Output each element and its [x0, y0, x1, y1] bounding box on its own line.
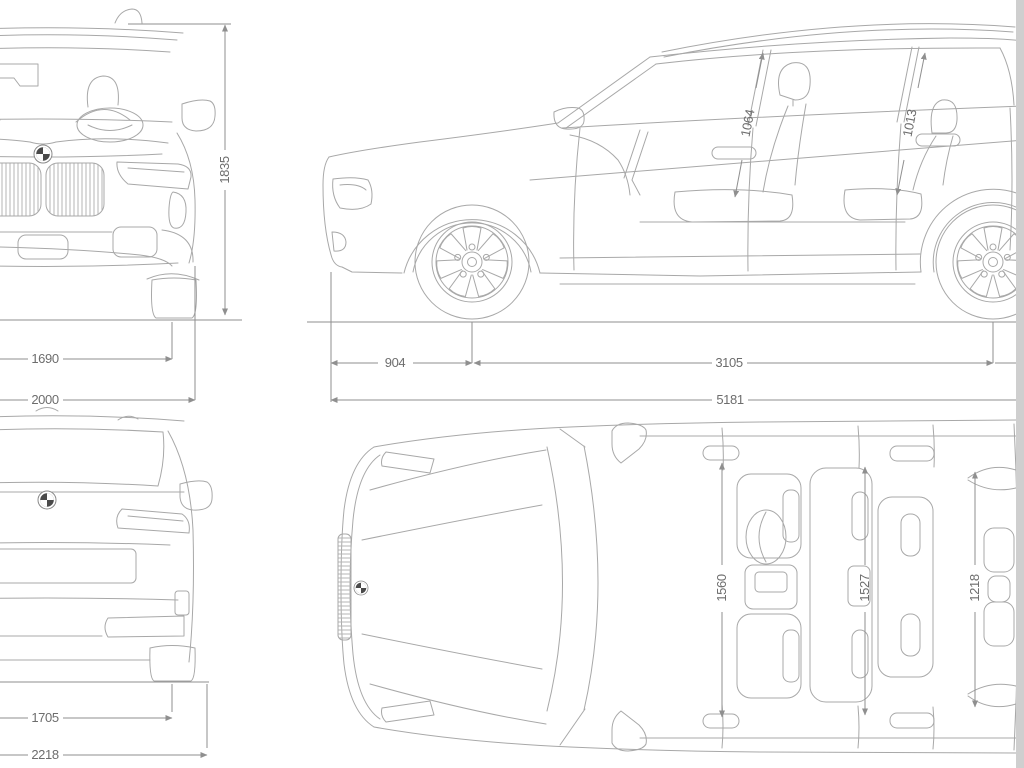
dim-label-front-headroom: 1064 [737, 108, 758, 138]
kidney-grille-right [46, 163, 104, 216]
front-wheel [415, 205, 529, 319]
dim-label-overall-length: 5181 [716, 392, 744, 407]
rear-seat-headrest [931, 100, 957, 133]
front-right-mirror [182, 100, 215, 131]
side-view-dimensions [307, 53, 1024, 407]
rear-license-recess [0, 549, 136, 583]
front-door-handle [712, 147, 756, 159]
bmw-roundel-icon [34, 145, 52, 163]
top-right-headlight [382, 701, 435, 722]
rear-view-body [0, 408, 212, 682]
dim-label-track-width: 1690 [31, 351, 59, 366]
kidney-grille-left [0, 163, 41, 216]
dim-label-overall-height: 1835 [217, 156, 232, 184]
steering-wheel [746, 510, 786, 564]
front-view-body [0, 9, 215, 318]
screen-edge-strip [1016, 0, 1024, 768]
passenger-seat [737, 614, 801, 698]
rear-view-drawing [0, 408, 212, 763]
top-left-mirror [612, 423, 646, 463]
top-view-drawing [338, 420, 1024, 753]
front-view-dimensions [0, 24, 242, 407]
dim-label-rear-headroom: 1013 [899, 108, 920, 138]
front-seat-headrest [779, 63, 811, 100]
top-right-mirror [612, 711, 646, 751]
top-left-headlight [382, 452, 435, 473]
dim-label-row2-width: 1527 [857, 574, 872, 602]
top-grille [338, 534, 351, 640]
front-right-wheel [152, 278, 197, 318]
side-view-drawing [307, 24, 1024, 407]
dim-label-row1-width: 1560 [714, 574, 729, 602]
rear-window [0, 429, 164, 486]
third-row-bench [878, 497, 933, 677]
side-view-body [323, 24, 1024, 284]
bmw-roundel-icon [354, 581, 368, 595]
dim-label-width-incl-mirrors: 2218 [31, 747, 59, 762]
windshield-arc [547, 447, 563, 711]
dim-label-row3-width: 1218 [967, 574, 982, 602]
rear-right-mirror [180, 481, 212, 510]
dim-label-rear-track: 1705 [31, 710, 59, 725]
rear-right-wheel [150, 646, 195, 682]
dim-label-wheelbase: 3105 [715, 355, 743, 370]
top-view-body [338, 420, 1024, 753]
front-right-headlight [117, 162, 191, 189]
front-license-plate [18, 235, 68, 259]
bmw-roundel-icon [38, 491, 56, 509]
dim-label-front-overhang: 904 [384, 355, 406, 370]
front-view-drawing [0, 9, 242, 407]
dim-label-body-width: 2000 [31, 392, 59, 407]
rear-view-dimensions [0, 682, 209, 762]
side-headlight [333, 178, 372, 210]
